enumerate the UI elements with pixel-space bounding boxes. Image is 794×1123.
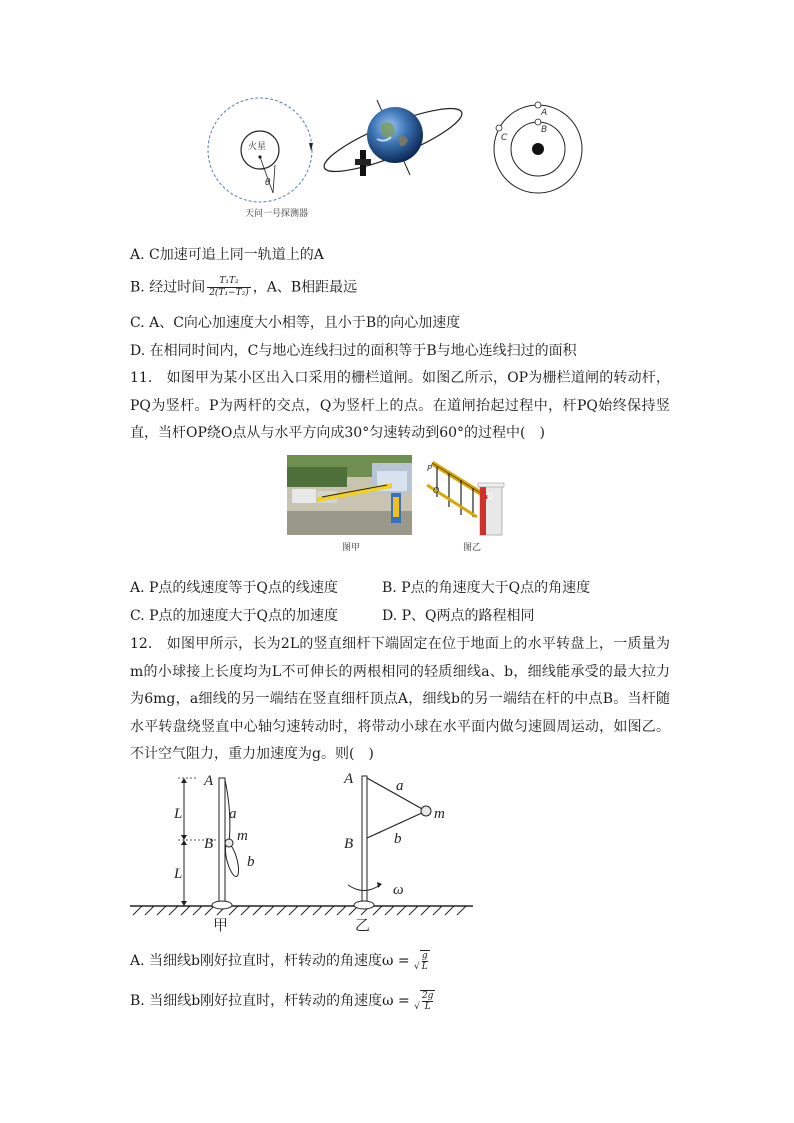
fig-yi-label-B: B [344, 836, 354, 852]
q11-option-c: C. P点的加速度大于Q点的加速度 [130, 608, 339, 624]
fig-yi-label-b: b [394, 831, 402, 847]
top-figure [205, 95, 595, 225]
q10-option-c: C. A、C向心加速度大小相等，且小于B的向心加速度 [130, 315, 461, 331]
sqrt-icon: √ $\frac{g}{L}$ [414, 951, 428, 972]
q11-option-b: B. P点的角速度大于Q点的角速度 [382, 580, 591, 596]
q12-option-b-text: B. 当细线b刚好拉直时，杆转动的角速度ω = [130, 993, 415, 1009]
sqrt-denominator: L [421, 962, 428, 972]
sqrt-numerator: g [421, 951, 428, 961]
q10-option-b-prefix: B. 经过时间 [130, 279, 206, 296]
fig-jia-label-L1: L [174, 806, 183, 822]
q12-stem: 12. 如图甲所示，长为2L的竖直细杆下端固定在位于地面上的水平转盘上，一质量为m的小球接上长度均为L不可伸长的两根相同的轻质细线a、b，细线能承受的最大拉力为6mg，a细线的另一端结在竖直细杆顶点A，细线b的另一端结在杆的中点B。当杆随水平转盘绕竖直中心轴匀速转动时，将带动小球在水平面内做匀速圆周运动，如图乙。不计空气阻力，重力加速度为g。则( ) [130, 636, 670, 762]
mars-label: 火星 [248, 142, 267, 152]
fraction-denominator: 2(T₁−T₂) [209, 288, 249, 298]
q10-option-b-suffix: ，A、B相距最远 [252, 279, 358, 296]
q10-fraction [207, 276, 251, 299]
q10-option-d: D. 在相同时间内，C与地心连线扫过的面积等于B与地心连线扫过的面积 [130, 343, 577, 359]
earth-orbit-diagram [318, 97, 467, 182]
fig-jia-label-A: A [204, 773, 214, 789]
fig-yi-label-A: A [344, 771, 354, 787]
q11-stem: 11. 如图甲为某小区出入口采用的栅栏道闸。如图乙所示，OP为栅栏道闸的转动杆，PQ为竖杆。P为两杆的交点，Q为竖杆上的点。在道闸抬起过程中，杆PQ始终保持竖直，当杆OP绕O点从与水平方向成30°匀速转动到60°的过程中( ) [130, 370, 670, 441]
fig-yi-label-m: m [434, 806, 445, 822]
fig-jia [173, 773, 255, 934]
fraction-numerator: T₁T₂ [207, 276, 251, 288]
mars-probe-diagram [208, 98, 313, 219]
fig-yi [343, 771, 445, 934]
q12-option-a [130, 950, 430, 972]
fig-yi-caption: 图乙 [463, 543, 482, 553]
probe-caption: 天问一号探测器 [245, 209, 309, 219]
fig-yi-label-a: a [396, 778, 404, 794]
orbit-label-c: C [501, 133, 508, 143]
label-p: P [427, 464, 432, 473]
fig-jia-label-a: a [229, 806, 237, 822]
fig-jia-label-m: m [237, 828, 248, 844]
q12-figure [128, 768, 478, 938]
fig-yi-caption: 乙 [355, 916, 371, 934]
satellite-icon [355, 150, 371, 176]
q10-option-b [130, 276, 357, 299]
fig-jia-caption: 甲 [213, 916, 229, 934]
q11-figure [287, 455, 517, 555]
gate-photo [287, 455, 412, 535]
sqrt-denominator: L [424, 1002, 431, 1012]
fig-jia-label-L2: L [174, 866, 183, 882]
orbit-label-b: B [541, 125, 548, 135]
label-q: Q [433, 486, 440, 495]
sqrt-icon: √ $\frac{2g}{L}$ [414, 991, 434, 1012]
q12-option-a-text: A. 当细线b刚好拉直时，杆转动的角速度ω = [130, 953, 415, 969]
theta-label: θ [265, 178, 271, 188]
fig-jia-caption: 图甲 [342, 543, 361, 553]
q12-option-b [130, 990, 435, 1012]
q10-option-a: A. C加速可追上同一轨道上的A [130, 247, 324, 263]
label-o: O [487, 492, 494, 501]
gate-diagram [427, 463, 504, 535]
sqrt-numerator: 2g [421, 991, 434, 1001]
orbit-label-a: A [541, 108, 548, 118]
q11-option-d: D. P、Q两点的路程相同 [382, 608, 535, 624]
earth-icon [367, 107, 423, 163]
fig-yi-label-omega: ω [393, 882, 404, 898]
fig-jia-label-B: B [204, 836, 214, 852]
q11-option-a: A. P点的线速度等于Q点的线速度 [130, 580, 338, 596]
orbits-diagram [494, 102, 582, 193]
fig-jia-label-b: b [247, 854, 255, 870]
